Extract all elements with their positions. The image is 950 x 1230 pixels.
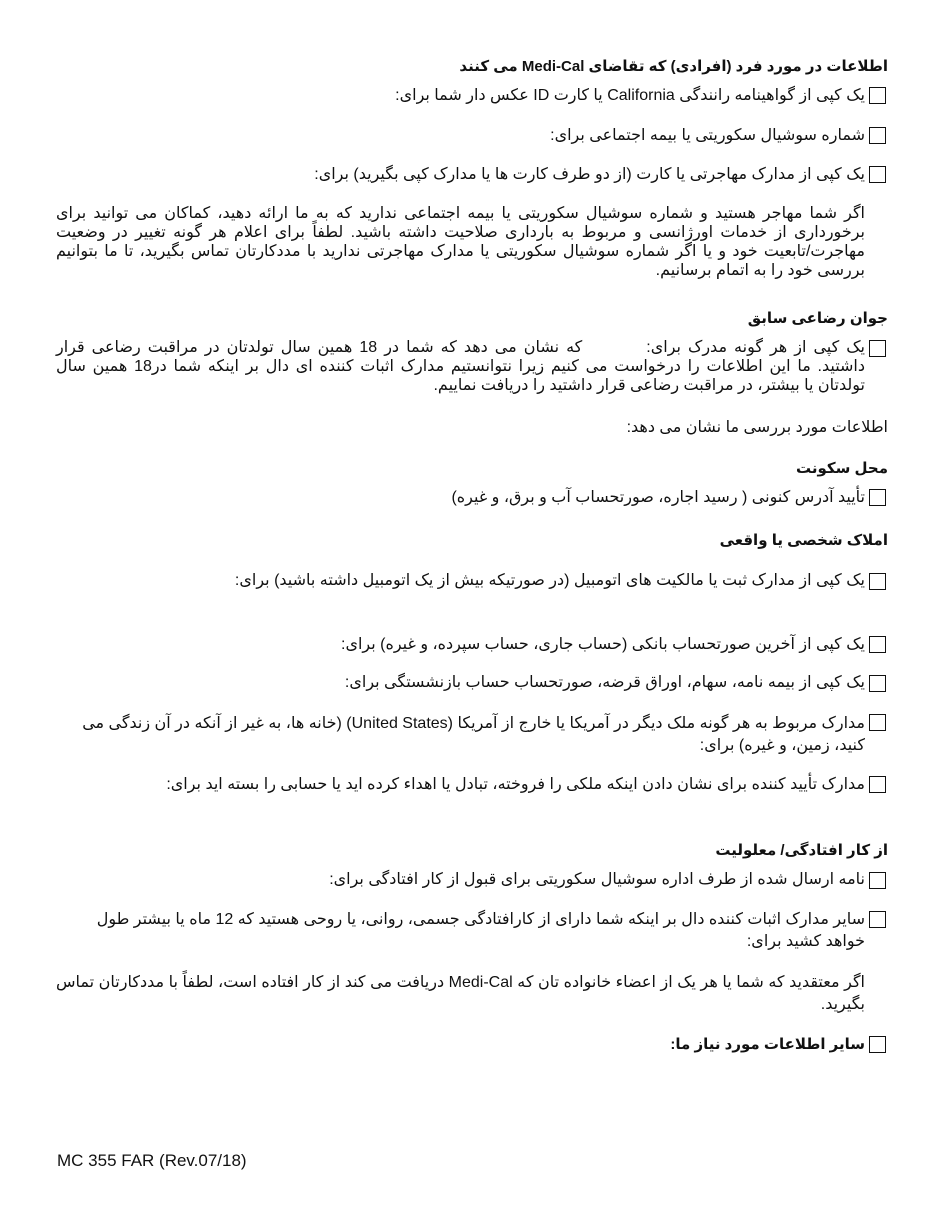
section-heading-residency: محل سکونت (795, 460, 888, 477)
review-note: اطلاعات مورد بررسی ما نشان می دهد: (626, 419, 888, 436)
checkbox-disability-proof[interactable] (869, 911, 886, 928)
section-heading-foster-youth: جوان رضاعی سابق (747, 310, 888, 327)
disability-note: اگر معتقدید که شما یا هر یک از اعضاء خانواده تان که Medi-Cal دریافت می کند از کار افتاده است، لطفاً با مددکارتان تماس بگیرید. (56, 974, 866, 1013)
item-ssn: شماره سوشیال سکوریتی یا بیمه اجتماعی برای: (550, 127, 865, 144)
checkbox-insurance-stocks[interactable] (869, 675, 886, 692)
section-heading-property: املاک شخصی یا واقعی (719, 532, 888, 549)
item-ss-disability-letter: نامه ارسال شده از طرف اداره سوشیال سکوریتی برای قبول از کار افتادگی برای: (329, 871, 865, 888)
checkbox-ssn[interactable] (869, 127, 886, 144)
checkbox-immigration-docs[interactable] (869, 166, 886, 183)
other-info-label: سایر اطلاعات مورد نیاز ما: (670, 1036, 865, 1053)
item-property-transfer: مدارک تأیید کننده برای نشان دادن اینکه ملکی را فروخته، تبادل یا اهداء کرده اید یا حسابی را بسته اید برای: (166, 776, 865, 793)
section-heading-disability: از کار افتادگی/ معلولیت (715, 842, 888, 859)
checkbox-other-info[interactable] (869, 1036, 886, 1053)
immigrant-note: اگر شما مهاجر هستید و شماره سوشیال سکوریتی یا بیمه اجتماعی ندارید که به ما ارائه دهید، کماکان می توانید برای برخورداری از خدمات اورژانسی و مربوط به بارداری صلاحیت داشته باشید. لطفاً برای اعلام هر گونه تغییر در وضعیت مهاجرت/تابعیت خود و یا اگر شماره سوشیال سکوریتی یا مدارک مهاجرتی ندارید با مددکارتان تماس بگیرید، تا ما بتوانیم بررسی خود را به اتمام برسانیم. (56, 205, 866, 279)
item-drivers-license: یک کپی از گواهینامه رانندگی California یا کارت ID عکس دار شما برای: (395, 87, 865, 104)
item-disability-proof: سایر مدارک اثبات کننده دال بر اینکه شما دارای از کارافتادگی جسمی، روانی، یا روحی هستید که 12 ماه یا بیشتر طول خواهد کشید برای: (96, 911, 865, 950)
item-bank-statement: یک کپی از آخرین صورتحساب بانکی (حساب جاری، حساب سپرده، و غیره) برای: (341, 636, 865, 653)
item-vehicle-registration: یک کپی از مدارک ثبت یا مالکیت های اتومبیل (در صورتیکه بیش از یک اتومبیل داشته باشید) برای: (234, 572, 865, 589)
foster-youth-item-start: یک کپی از هر گونه مدرک برای: (646, 339, 866, 356)
item-foster-youth (56, 338, 865, 395)
checkbox-bank-statement[interactable] (869, 636, 886, 653)
item-current-address: تأیید آدرس کنونی ( رسید اجاره، صورتحساب آب و برق، و غیره) (451, 489, 865, 506)
checkbox-vehicle-registration[interactable] (869, 573, 886, 590)
checkbox-foster-youth[interactable] (869, 340, 886, 357)
foster-youth-item-rest: که نشان می دهد که شما در 18 همین سال تولدتان در مراقبت رضاعی قرار داشتید. ما این اطلاعات را درخواست می کنیم زیرا نتوانستیم مدارک اثبات کننده ای دال بر اینکه شما در18 همین سال تولدتان یا بیشتر، در مراقبت رضاعی قرار داشتید را دریافت نماییم. (56, 339, 865, 394)
item-immigration-docs: یک کپی از مدارک مهاجرتی یا کارت (از دو طرف کارت ها یا مدارک کپی بگیرید) برای: (314, 166, 865, 183)
item-insurance-stocks: یک کپی از بیمه نامه، سهام، اوراق قرضه، صورتحساب حساب بازنشستگی برای: (344, 674, 865, 691)
section-heading-applicants: اطلاعات در مورد فرد (افرادی) که تقاضای Medi-Cal می کنند (459, 58, 888, 75)
checkbox-property-transfer[interactable] (869, 776, 886, 793)
checkbox-current-address[interactable] (869, 489, 886, 506)
checkbox-other-property[interactable] (869, 714, 886, 731)
item-other-property: مدارک مربوط به هر گونه ملک دیگر در آمریکا یا خارج از آمریکا (United States) (خانه ها، به غیر از آنکه در آن زندگی می کنید، زمین، و غیره) برای: (82, 715, 865, 754)
checkbox-drivers-license[interactable] (869, 87, 886, 104)
checkbox-ss-disability-letter[interactable] (869, 872, 886, 889)
form-id-footer: MC 355 FAR (Rev.07/18) (57, 1151, 247, 1170)
